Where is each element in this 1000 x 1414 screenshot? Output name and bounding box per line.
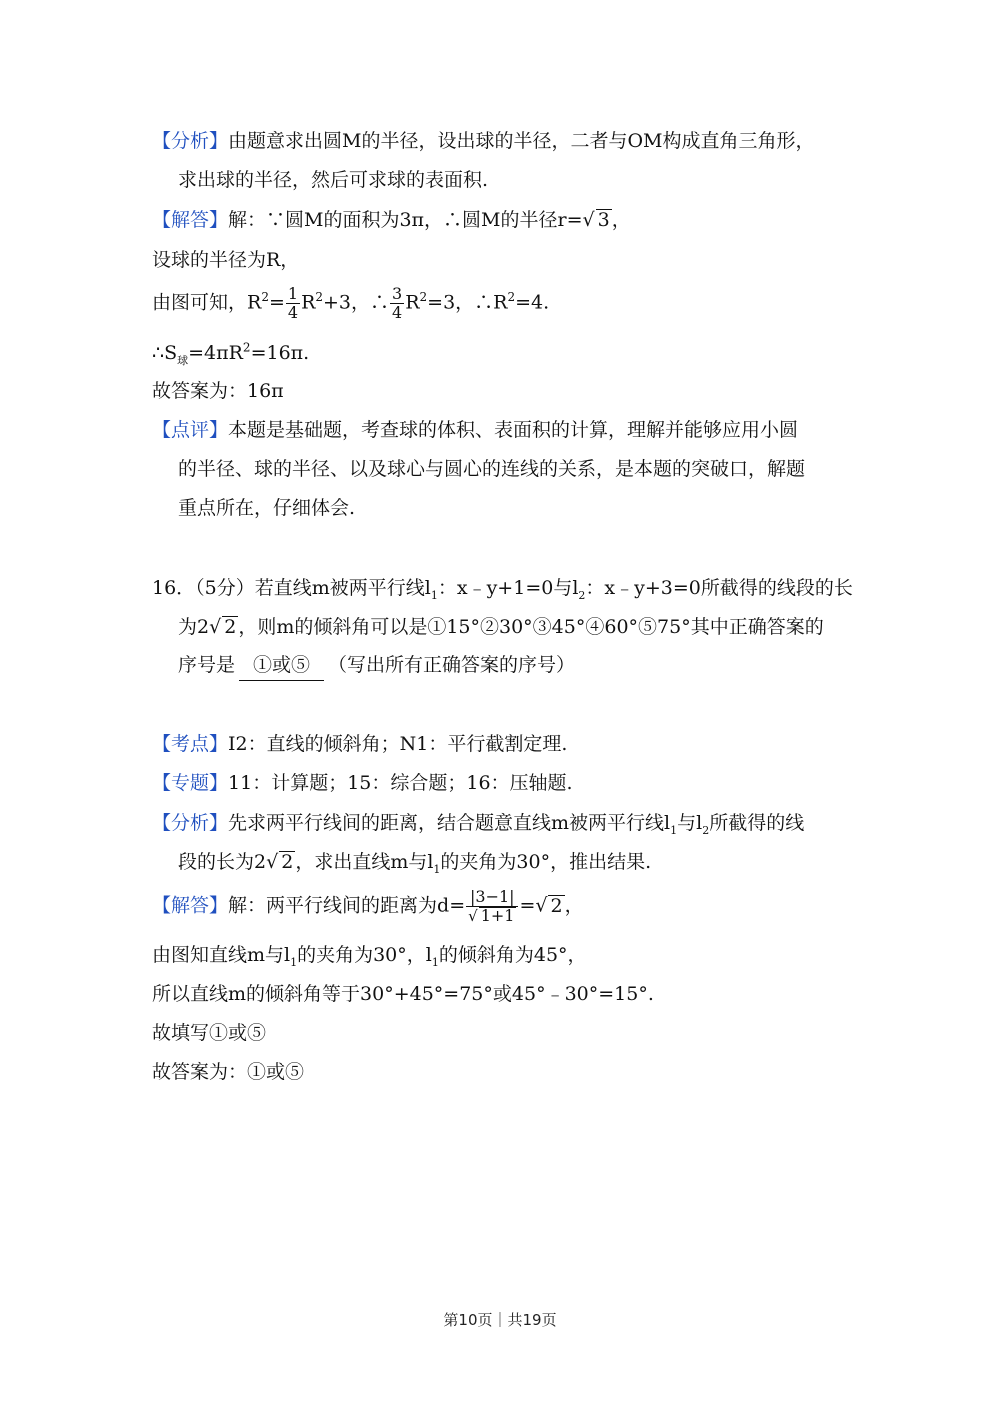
punct: ， [611,209,631,231]
q16-solution-line-5: 故答案为：①或⑤ [152,1061,305,1083]
fraction-denominator: 4 [392,303,403,322]
question-16-line-2 [178,612,824,642]
kaodian-text: I2：直线的倾斜角；N1：平行截割定理. [228,733,568,755]
exponent: 2 [261,290,269,305]
page-footer: 第10页｜共19页 [443,1311,557,1329]
equation-part: 由图可知，R [152,291,262,314]
analysis-tag: 【分析】 [152,812,229,834]
fraction-denominator: 4 [287,303,299,322]
analysis-text: 与l [677,812,703,834]
equation-part: d= [437,894,466,917]
sqrt-radicand: 1+1 [480,906,515,925]
zhuanti-tag: 【专题】 [152,772,229,794]
solution-text: 解：∵圆M的面积为3π，∴圆M的半径r= [228,209,583,231]
solution-text: 解：两平行线间的距离为 [228,894,438,917]
analysis-tag: 【分析】 [152,130,229,152]
solution-tag: 【解答】 [152,209,229,231]
subscript: 1 [670,823,678,837]
solution-line-2: 设球的半径为R， [152,249,300,271]
exponent: 2 [315,290,324,305]
kaodian-line [152,729,567,759]
subscript: 1 [433,862,441,876]
fraction-numerator: 1 [287,284,299,303]
analysis-text: 的夹角为30°，推出结果. [440,851,652,873]
coefficient: 2 [254,851,267,873]
solution-tag: 【解答】 [152,894,229,917]
q16-solution-line-2 [152,940,587,970]
question-text: ：x﹣y+3=0所截得的线段的长 [585,577,853,599]
q16-analysis-line-1 [152,808,804,838]
zhuanti-text: 11：计算题；15：综合题；16：压轴题. [228,772,573,794]
subscript: 1 [431,955,439,969]
kaodian-tag: 【考点】 [152,733,229,755]
comment-text: 本题是基础题，考查球的体积、表面积的计算，理解并能够应用小圆 [228,419,799,441]
question-16-line-1 [152,573,853,603]
comment-line-1 [152,415,798,445]
fraction-numerator: 3 [392,284,403,303]
comment-line-3: 重点所在，仔细体会. [178,497,356,519]
exponent: 2 [242,340,251,355]
fraction-one-quarter [286,285,300,322]
sqrt-symbol: √ [266,851,279,873]
solution-line-1 [152,205,631,235]
analysis-text: 段的长为 [178,851,255,873]
distance-fraction [466,888,518,925]
sqrt-radicand: 2 [281,851,294,873]
comment-line-2: 的半径、球的半径、以及球心与圆心的连线的关系，是本题的突破口，解题 [178,458,806,480]
subscript: 球 [177,353,189,367]
equation-part: +3，∴ [323,291,390,314]
equation-part: R [301,291,316,314]
q16-analysis-line-2 [178,847,651,877]
analysis-line-2: 求出球的半径，然后可求球的表面积. [178,169,489,191]
sqrt-symbol: √ [468,907,478,925]
solution-text: 的倾斜角为45°， [438,944,587,966]
sqrt-radicand: 2 [224,616,237,638]
equation-part: =16π. [250,342,310,364]
question-text: 为 [178,616,198,638]
sqrt-symbol: √ [582,209,595,231]
question-text: 16．（5分）若直线m被两平行线l [152,577,431,599]
punct: ， [564,894,584,917]
question-text: ：x﹣y+1=0与l [437,577,579,599]
analysis-line-1 [152,126,815,156]
solution-line-5: 故答案为：16π [152,380,284,402]
sqrt-symbol: √ [535,894,548,917]
subscript: 1 [430,588,438,602]
analysis-text: 由题意求出圆M的半径，设出球的半径，二者与OM构成直角三角形， [228,130,815,152]
question-text: （写出所有正确答案的序号） [328,654,576,676]
exponent: 2 [507,290,516,305]
equation-part: ∴S [152,342,178,364]
q16-solution-line-3: 所以直线m的倾斜角等于30°+45°=75°或45°﹣30°=15°. [152,983,654,1005]
solution-line-4 [152,338,309,368]
coefficient: 2 [197,616,210,638]
fraction-numerator: |3−1| [466,888,518,907]
solution-text: 的夹角为30°，l [297,944,432,966]
exponent: 2 [419,290,428,305]
subscript: 2 [702,823,710,837]
zhuanti-line [152,768,573,798]
question-16-line-3 [178,650,575,681]
solution-text: 由图知直线m与l [152,944,291,966]
question-text: 序号是 [178,654,236,676]
subscript: 1 [290,955,298,969]
comment-tag: 【点评】 [152,419,229,441]
answer-blank: ①或⑤ [239,650,324,681]
sqrt-radicand: 2 [550,894,563,917]
question-text: ，则m的倾斜角可以是①15°②30°③45°④60°⑤75°其中正确答案的 [238,616,824,638]
equation-part: =4. [515,291,550,314]
analysis-text: ，求出直线m与l [295,851,434,873]
sqrt-symbol: √ [209,616,222,638]
equation-part: =4πR [188,342,243,364]
analysis-text: 先求两平行线间的距离，结合题意直线m被两平行线l [228,812,671,834]
fraction-denominator [466,907,518,925]
equation-part: = [268,291,285,314]
equation-part: R [405,291,420,314]
q16-solution-line-1 [152,888,584,925]
fraction-three-quarters [390,285,404,322]
analysis-text: 所截得的线 [709,812,805,834]
sqrt-radicand: 3 [597,209,610,231]
q16-solution-line-4: 故填写①或⑤ [152,1022,267,1044]
equation-part: = [519,894,536,917]
equation-part: =3，∴R [427,291,508,314]
solution-line-3 [152,285,549,322]
subscript: 2 [578,588,586,602]
